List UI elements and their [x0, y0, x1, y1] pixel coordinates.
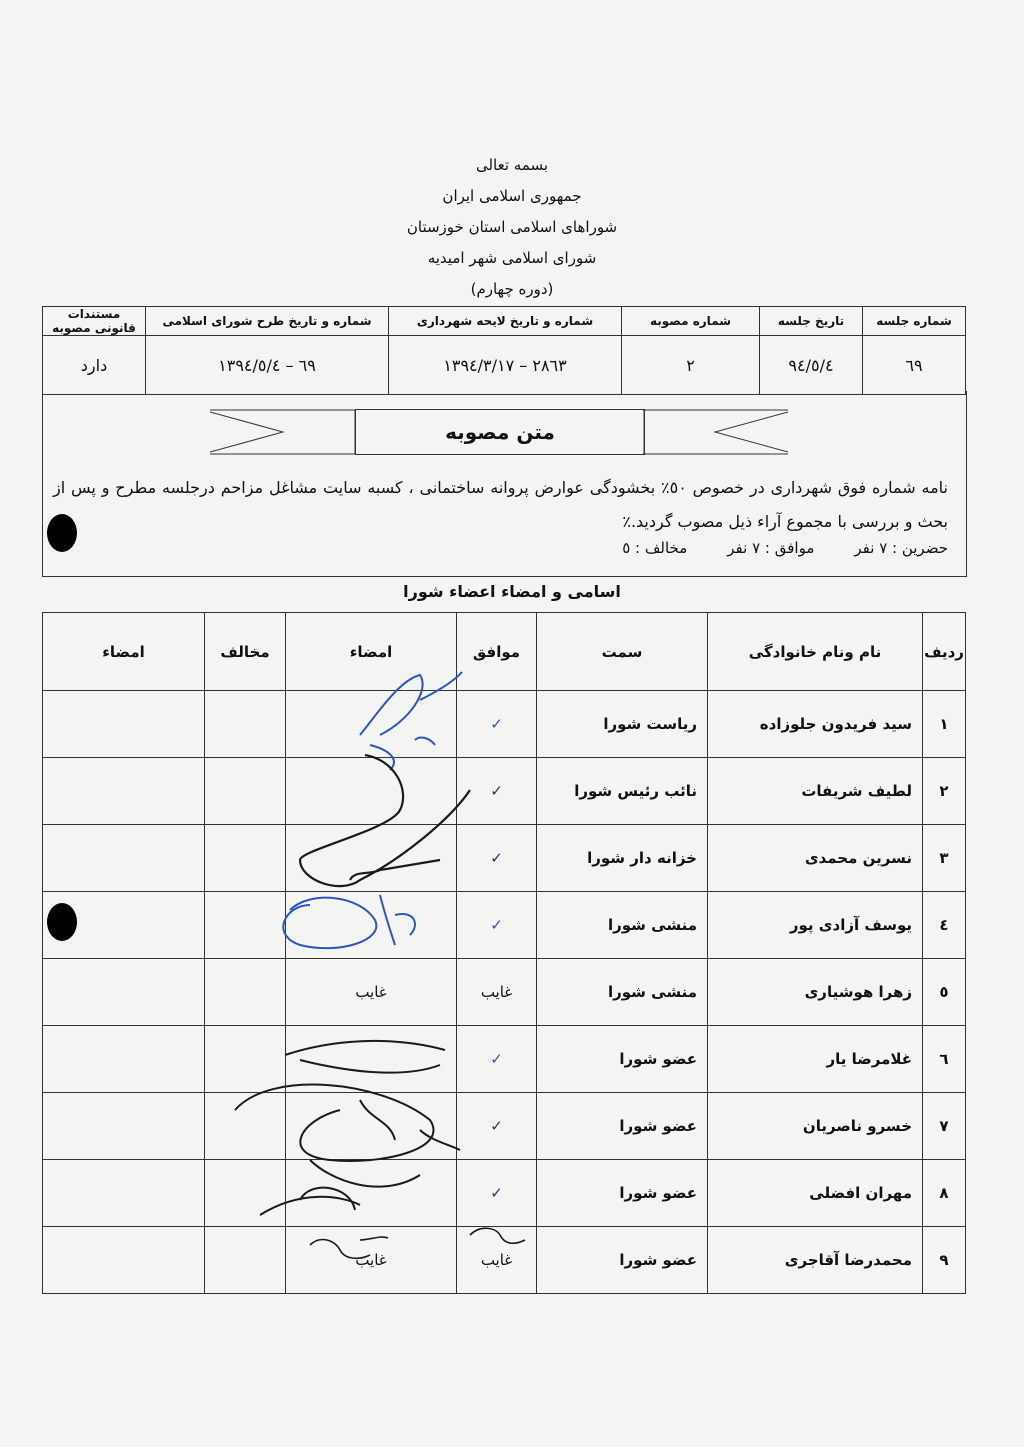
member-position: منشی شورا	[537, 892, 708, 959]
meta-header-session-date: تاریخ جلسه	[760, 307, 863, 336]
row-number: ٧	[923, 1093, 966, 1160]
resolution-body: نامه شماره فوق شهرداری در خصوص ٥٠٪ بخشودگی عوارض پروانه ساختمانی ، کسبه سایت مشاغل مزاحم درجلسه مطرح و پس از بحث و بررسی با مجموع آراء ذیل مصوب گردید.٪	[53, 478, 948, 531]
member-name: خسرو ناصریان	[708, 1093, 923, 1160]
punch-hole-bottom	[47, 903, 77, 941]
meta-bill-number-date: ٢٨٦٣ – ١٣٩٤/٣/١٧	[389, 336, 622, 395]
member-name: یوسف آزادی پور	[708, 892, 923, 959]
signature-5	[260, 1188, 360, 1215]
agree-mark: ✓	[457, 1026, 537, 1093]
col-full-name: نام ونام خانوادگی	[708, 613, 923, 691]
meta-plan-number-date: ٦٩ – ١٣٩٤/٥/٤	[146, 336, 389, 395]
punch-hole-top	[47, 514, 77, 552]
meta-header-legal-docs: مستندات قانونی مصوبه	[43, 307, 146, 336]
agree-mark: ✓	[457, 1093, 537, 1160]
signature-2	[300, 755, 470, 886]
meta-header-session-number: شماره جلسه	[863, 307, 966, 336]
meta-header-resolution-number: شماره مصوبه	[622, 307, 760, 336]
agree-mark: ✓	[457, 825, 537, 892]
row-number: ١	[923, 691, 966, 758]
header-line-2: جمهوری اسلامی ایران	[442, 187, 582, 205]
row-number: ٦	[923, 1026, 966, 1093]
header-line-1: بسمه تعالی	[475, 156, 549, 174]
header-line-3: شوراهای اسلامی استان خوزستان	[406, 218, 618, 236]
member-position: عضو شورا	[537, 1160, 708, 1227]
row-number: ٤	[923, 892, 966, 959]
member-position: نائب رئیس شورا	[537, 758, 708, 825]
member-name: لطیف شریفات	[708, 758, 923, 825]
member-position: خزانه دار شورا	[537, 825, 708, 892]
agree-mark: ✓	[457, 691, 537, 758]
col-oppose: مخالف	[205, 613, 286, 691]
row-number: ٣	[923, 825, 966, 892]
meta-header-plan-number-date: شماره و تاریخ طرح شورای اسلامی	[146, 307, 389, 336]
header-line-5: (دوره چهارم)	[470, 280, 554, 298]
members-title: اسامی و امضاء اعضاء شورا	[403, 582, 621, 601]
member-position: عضو شورا	[537, 1093, 708, 1160]
meta-session-date: ٩٤/٥/٤	[760, 336, 863, 395]
signature-3	[283, 895, 415, 948]
agree-mark: ✓	[457, 892, 537, 959]
meta-session-number: ٦٩	[863, 336, 966, 395]
member-name: مهران افضلی	[708, 1160, 923, 1227]
member-position: عضو شورا	[537, 1026, 708, 1093]
agree-mark: ✓	[457, 1160, 537, 1227]
row-number: ٩	[923, 1227, 966, 1294]
agree-mark: غایب	[457, 1227, 537, 1294]
present-count: حضرین : ٧ نفر	[854, 539, 948, 557]
col-agree: موافق	[457, 613, 537, 691]
row-number: ٨	[923, 1160, 966, 1227]
member-name: سید فریدون جلوزاده	[708, 691, 923, 758]
member-name: محمدرضا آقاجری	[708, 1227, 923, 1294]
header-line-4: شورای اسلامی شهر امیدیه	[427, 249, 597, 267]
member-position: عضو شورا	[537, 1227, 708, 1294]
col-signature: امضاء	[286, 613, 457, 691]
signature-6	[310, 1228, 525, 1258]
agree-mark: غایب	[457, 959, 537, 1026]
signature-cell: غایب	[286, 1227, 457, 1294]
row-number: ٢	[923, 758, 966, 825]
oppose-count: مخالف : ٥	[622, 539, 688, 557]
meta-legal-docs: دارد	[43, 336, 146, 395]
member-name: نسرین محمدی	[708, 825, 923, 892]
row-number: ٥	[923, 959, 966, 1026]
signature-1	[360, 672, 462, 770]
meta-resolution-number: ٢	[622, 336, 760, 395]
member-position: ریاست شورا	[537, 691, 708, 758]
agree-count: موافق : ٧ نفر	[727, 539, 815, 557]
agree-mark: ✓	[457, 758, 537, 825]
col-row-number: ردیف	[923, 613, 966, 691]
signature-4	[235, 1041, 460, 1187]
member-name: غلامرضا یار	[708, 1026, 923, 1093]
col-position: سمت	[537, 613, 708, 691]
member-position: منشی شورا	[537, 959, 708, 1026]
col-signature-2: امضاء	[43, 613, 205, 691]
resolution-title: متن مصوبه	[445, 420, 555, 444]
signature-cell: غایب	[286, 959, 457, 1026]
member-name: زهرا هوشیاری	[708, 959, 923, 1026]
meta-header-bill-number-date: شماره و تاریخ لایحه شهرداری	[389, 307, 622, 336]
